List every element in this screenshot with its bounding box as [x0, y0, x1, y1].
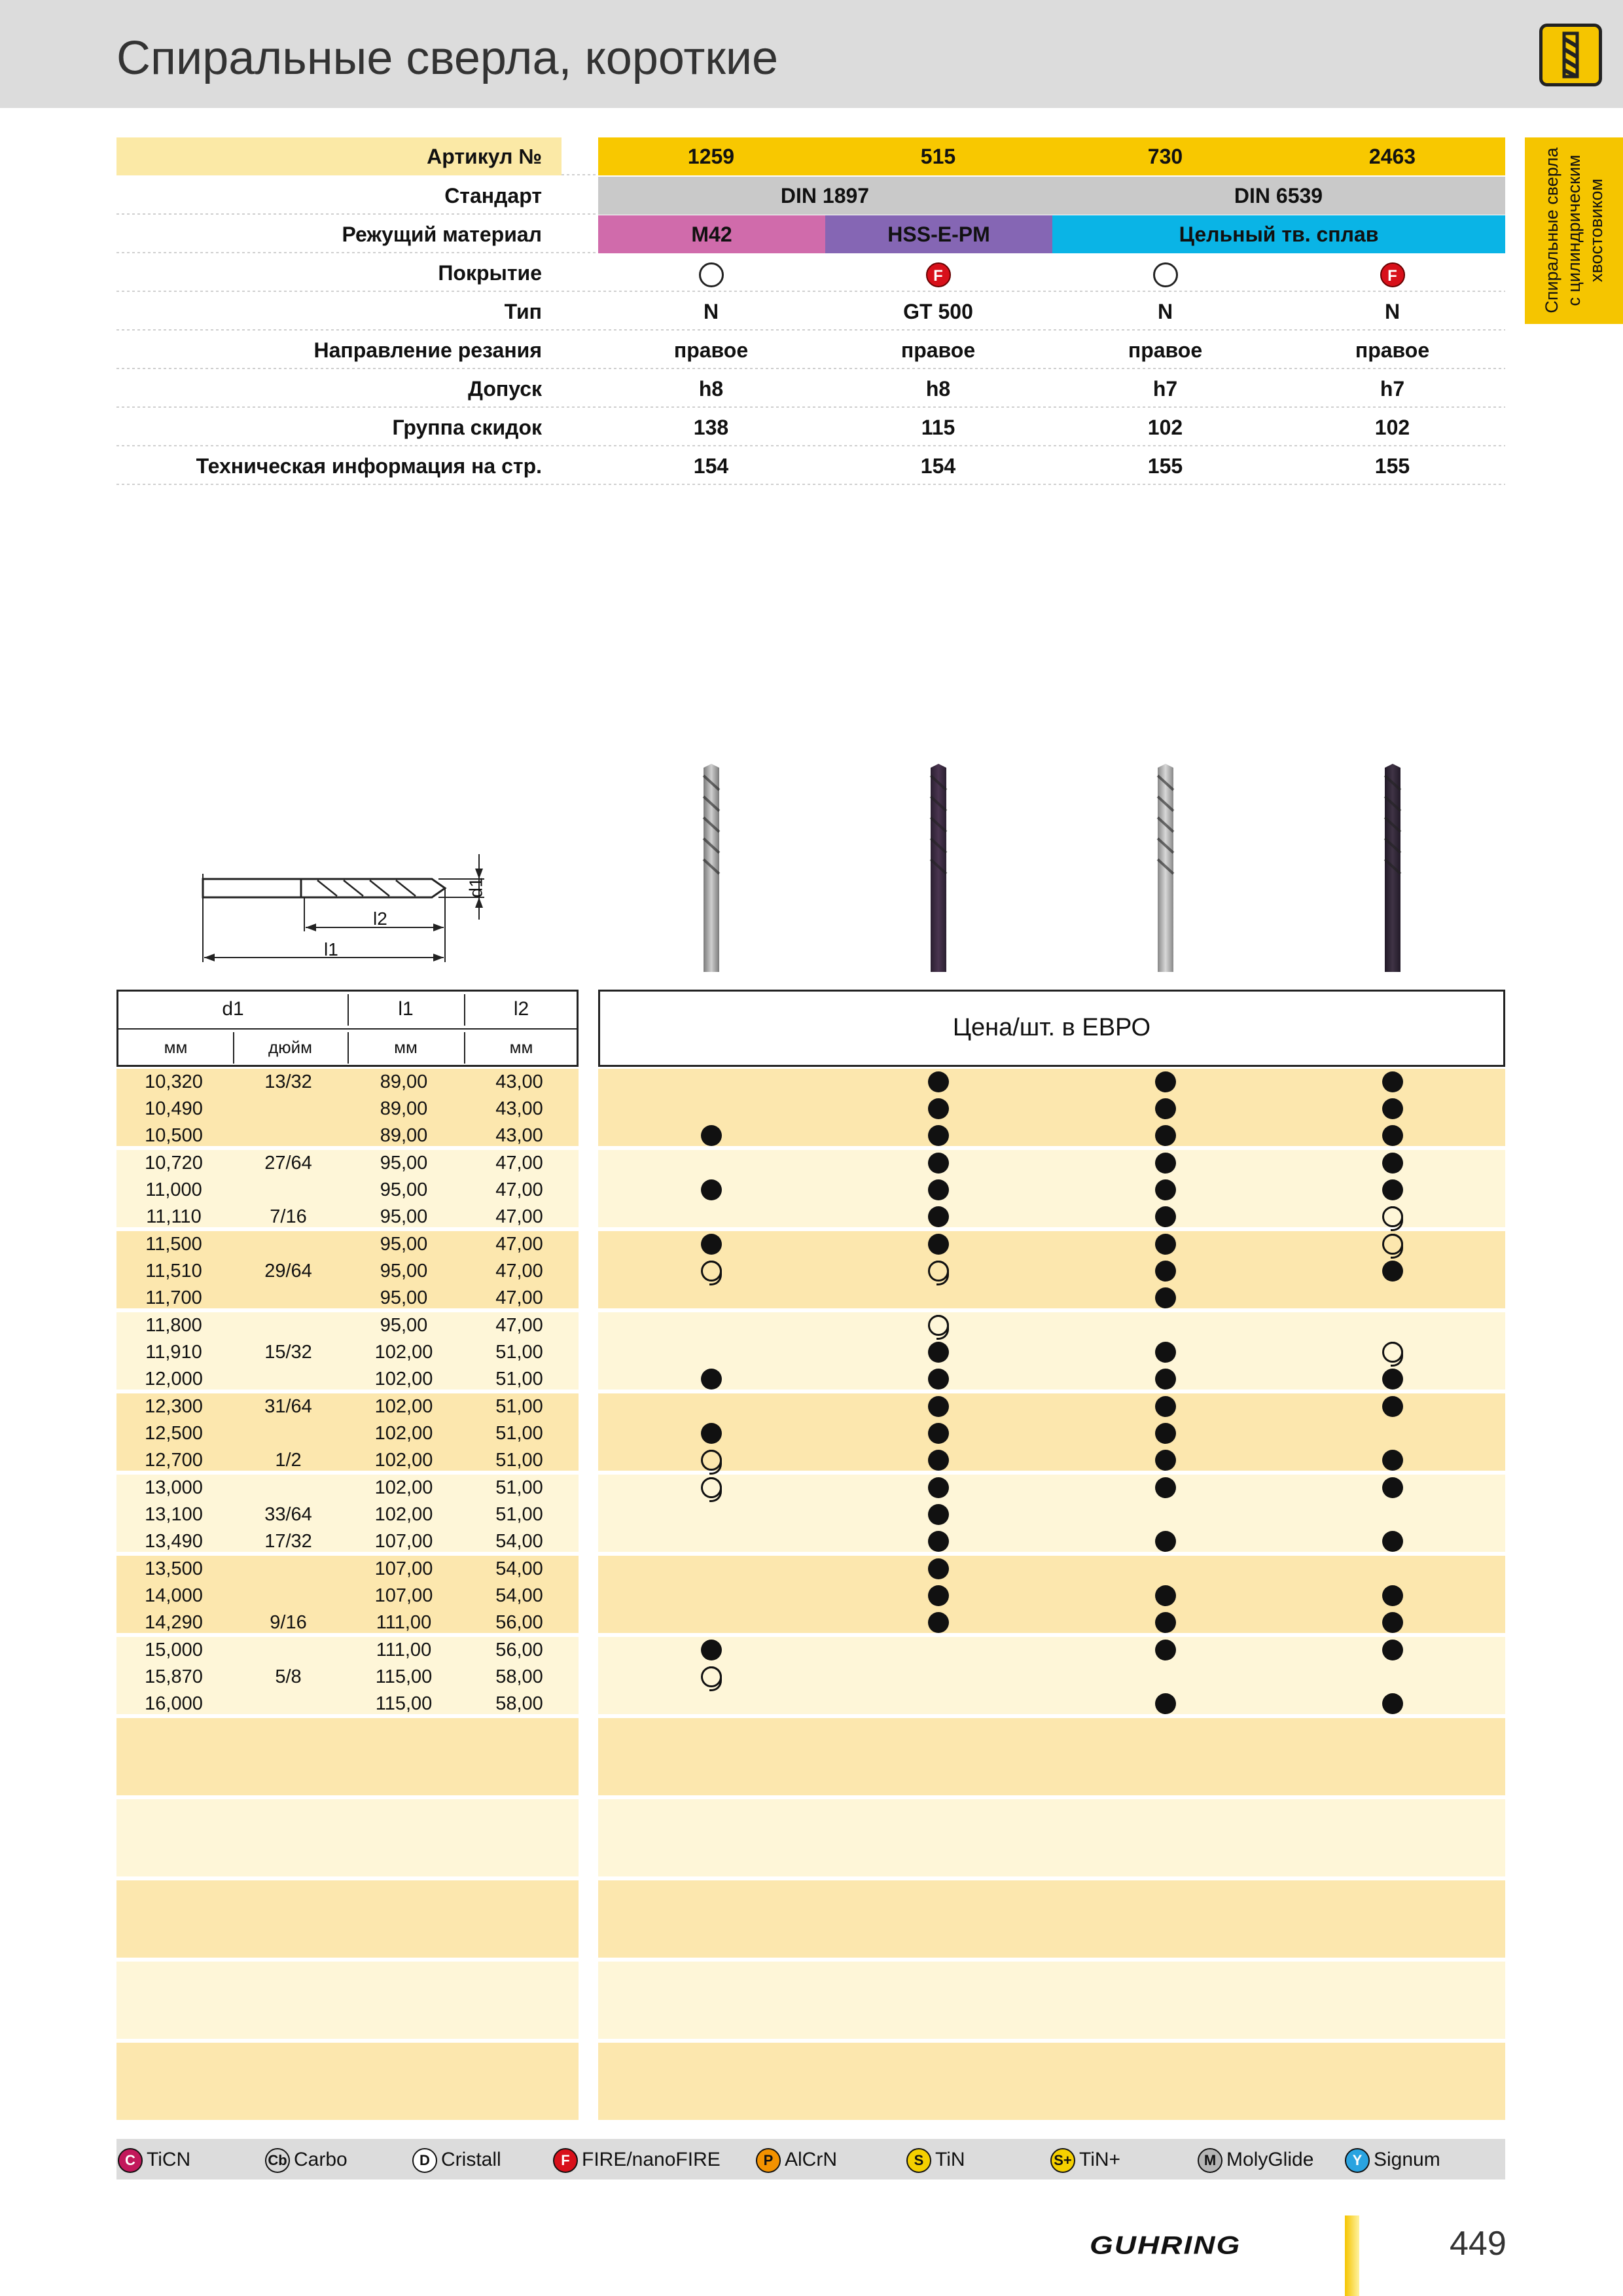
table-row — [116, 1204, 1505, 1230]
side-tab-line-3: хвостовиком — [1586, 178, 1606, 283]
spec-value: h7 — [1152, 377, 1178, 401]
stock-item-icon[interactable] — [1382, 1071, 1403, 1092]
stock-item-icon[interactable] — [701, 1423, 722, 1444]
spec-row-article-number — [116, 137, 1505, 175]
cell-l2: 58,00 — [495, 1666, 543, 1687]
stock-item-icon[interactable] — [928, 1369, 949, 1390]
cell-l1: 102,00 — [374, 1342, 433, 1363]
cell-inch: 29/64 — [264, 1261, 312, 1282]
cell-inch: 15/32 — [264, 1342, 312, 1363]
cell-l2: 43,00 — [495, 1098, 543, 1119]
cell-d1: 11,000 — [145, 1179, 202, 1200]
cell-d1: 11,910 — [145, 1342, 202, 1363]
delivery-item-icon[interactable] — [928, 1261, 949, 1282]
table-row — [116, 1637, 1505, 1664]
drill-dimension-diagram — [196, 848, 510, 975]
cell-l2: 56,00 — [495, 1640, 543, 1660]
drill-logo-icon — [1539, 24, 1602, 86]
cell-l2: 51,00 — [495, 1423, 543, 1444]
stock-item-icon[interactable] — [1155, 1369, 1176, 1390]
spec-label: Тип — [504, 300, 542, 323]
stock-item-icon[interactable] — [928, 1612, 949, 1633]
stock-item-icon[interactable] — [928, 1585, 949, 1606]
stock-item-icon[interactable] — [1382, 1369, 1403, 1390]
delivery-item-icon[interactable] — [1382, 1234, 1403, 1255]
table-row — [116, 1475, 1505, 1501]
spec-value: 155 — [1147, 454, 1183, 478]
delivery-item-icon[interactable] — [701, 1666, 722, 1687]
no-coating-icon — [699, 262, 724, 287]
cell-l1: 95,00 — [380, 1287, 428, 1308]
stock-item-icon[interactable] — [1155, 1153, 1176, 1174]
cell-l2: 47,00 — [495, 1287, 543, 1308]
stock-item-icon[interactable] — [928, 1234, 949, 1255]
spec-label: Группа скидок — [392, 416, 542, 439]
cell-inch: 5/8 — [275, 1666, 302, 1687]
stock-item-icon[interactable] — [928, 1423, 949, 1444]
spec-value: правое — [1355, 338, 1430, 362]
table-row — [116, 1393, 1505, 1420]
spec-value: N — [1384, 300, 1400, 323]
coating-alcrn-icon: P — [756, 2148, 781, 2173]
legend-label: MolyGlide — [1226, 2149, 1314, 2170]
spec-value: DIN 6539 — [1052, 177, 1505, 215]
side-tab-line-1: Спиральные сверла — [1542, 147, 1561, 314]
stock-item-icon[interactable] — [1382, 1098, 1403, 1119]
cell-l1: 89,00 — [380, 1071, 428, 1092]
legend-item — [553, 2147, 721, 2173]
cell-d1: 10,320 — [145, 1071, 203, 1092]
table-row — [116, 1312, 1505, 1339]
fire-coating-icon: F — [1380, 262, 1405, 287]
stock-item-icon[interactable] — [1155, 1261, 1176, 1282]
legend-item — [118, 2147, 190, 2173]
spec-value: 102 — [1147, 416, 1183, 439]
dim-l1-label: l1 — [324, 939, 338, 960]
delivery-item-icon[interactable] — [928, 1315, 949, 1336]
price-header — [598, 990, 1505, 1067]
table-row — [116, 1339, 1505, 1366]
spec-value: M42 — [598, 215, 825, 253]
legend-label: Signum — [1374, 2149, 1440, 2170]
spec-row-type — [116, 293, 1505, 331]
coating-tin-icon: S — [906, 2148, 931, 2173]
stock-item-icon[interactable] — [1155, 1287, 1176, 1308]
cell-l1: 102,00 — [374, 1423, 433, 1444]
spec-label: Направление резания — [313, 338, 542, 362]
spec-value — [1052, 254, 1278, 292]
cell-d1: 13,000 — [145, 1477, 203, 1498]
cell-inch: 13/32 — [264, 1071, 312, 1092]
legend-label: Carbo — [294, 2149, 348, 2170]
coating-molyglide-icon: M — [1198, 2148, 1222, 2173]
cell-l1: 95,00 — [380, 1315, 428, 1336]
row-band-dim — [116, 1880, 579, 1958]
cell-inch: 27/64 — [264, 1153, 312, 1174]
table-row — [116, 1231, 1505, 1258]
row-band-dim — [116, 1718, 579, 1795]
stock-item-icon[interactable] — [928, 1071, 949, 1092]
stock-item-icon[interactable] — [1382, 1125, 1403, 1146]
cell-d1: 11,700 — [145, 1287, 202, 1308]
drill-photo-3 — [1146, 762, 1185, 972]
stock-item-icon[interactable] — [1382, 1396, 1403, 1417]
stock-item-icon[interactable] — [701, 1640, 722, 1660]
table-row — [116, 1258, 1505, 1285]
delivery-item-icon[interactable] — [1382, 1342, 1403, 1363]
cell-l2: 47,00 — [495, 1234, 543, 1255]
stock-item-icon[interactable] — [701, 1234, 722, 1255]
table-row — [116, 1285, 1505, 1312]
spec-row-cutting-material — [116, 215, 1505, 253]
spec-label: Техническая информация на стр. — [196, 454, 542, 478]
cell-d1: 10,490 — [145, 1098, 203, 1119]
col-mm-header: мм — [164, 1037, 188, 1057]
cell-d1: 11,800 — [145, 1315, 202, 1336]
cell-l2: 43,00 — [495, 1125, 543, 1146]
stock-item-icon[interactable] — [1155, 1342, 1176, 1363]
brand-stripe — [1345, 2215, 1359, 2296]
stock-item-icon[interactable] — [928, 1206, 949, 1227]
cell-l2: 54,00 — [495, 1531, 543, 1552]
spec-value: 1259 — [687, 145, 735, 168]
cell-d1: 12,700 — [145, 1450, 203, 1471]
cell-l1: 102,00 — [374, 1450, 433, 1471]
coating-tin-icon: S+ — [1050, 2148, 1075, 2173]
cell-l1: 95,00 — [380, 1206, 428, 1227]
col-l1-mm-header: мм — [394, 1037, 418, 1057]
stock-item-icon[interactable] — [1382, 1261, 1403, 1282]
legend-label: TiCN — [147, 2149, 191, 2170]
row-band-price — [598, 1880, 1505, 1958]
row-band-price — [598, 1962, 1505, 2039]
cell-l1: 111,00 — [376, 1640, 432, 1660]
table-row — [116, 1420, 1505, 1447]
col-l2-mm-header: мм — [509, 1037, 533, 1057]
stock-item-icon[interactable] — [1155, 1179, 1176, 1200]
stock-item-icon[interactable] — [1155, 1477, 1176, 1498]
cell-d1: 13,100 — [145, 1504, 203, 1525]
spec-value: 115 — [921, 416, 955, 439]
spec-row-standard — [116, 177, 1505, 215]
table-row — [116, 1664, 1505, 1691]
spec-value — [598, 254, 824, 292]
spec-value — [1279, 254, 1505, 292]
spec-value: N — [1157, 300, 1173, 323]
stock-item-icon[interactable] — [928, 1179, 949, 1200]
table-row — [116, 1096, 1505, 1122]
cell-l2: 47,00 — [495, 1315, 543, 1336]
row-band-dim — [116, 1799, 579, 1876]
cell-d1: 12,500 — [145, 1423, 203, 1444]
row-band-price — [598, 1718, 1505, 1795]
cell-d1: 10,720 — [145, 1153, 203, 1174]
legend-item — [265, 2147, 348, 2173]
stock-item-icon[interactable] — [928, 1342, 949, 1363]
side-tab-label — [1541, 142, 1607, 319]
stock-item-icon[interactable] — [1382, 1477, 1403, 1498]
cell-d1: 13,500 — [145, 1558, 203, 1579]
stock-item-icon[interactable] — [1155, 1071, 1176, 1092]
col-l2-header: l2 — [513, 998, 529, 1020]
cell-l2: 51,00 — [495, 1396, 543, 1417]
spec-label: Артикул № — [116, 137, 562, 175]
stock-item-icon[interactable] — [1382, 1693, 1403, 1714]
stock-item-icon[interactable] — [1155, 1612, 1176, 1633]
row-band-dim — [116, 1962, 579, 2039]
price-header-label: Цена/шт. в ЕВРО — [952, 1014, 1151, 1041]
cell-l1: 115,00 — [375, 1666, 433, 1687]
stock-item-icon[interactable] — [928, 1396, 949, 1417]
table-row — [116, 1583, 1505, 1609]
cell-d1: 10,500 — [145, 1125, 203, 1146]
stock-item-icon[interactable] — [928, 1450, 949, 1471]
legend-item — [412, 2147, 501, 2173]
cell-d1: 12,300 — [145, 1396, 203, 1417]
stock-item-icon[interactable] — [1382, 1450, 1403, 1471]
row-band-dim — [116, 2043, 579, 2120]
row-band-price — [598, 1799, 1505, 1876]
drill-photo-4 — [1373, 762, 1412, 972]
legend-item — [756, 2147, 837, 2173]
cell-l1: 95,00 — [380, 1234, 428, 1255]
col-d1-header: d1 — [222, 998, 244, 1020]
cell-l2: 47,00 — [495, 1153, 543, 1174]
stock-item-icon[interactable] — [1155, 1206, 1176, 1227]
spec-row-tech-info-page — [116, 447, 1505, 485]
cell-l2: 47,00 — [495, 1261, 543, 1282]
stock-item-icon[interactable] — [1155, 1450, 1176, 1471]
spec-value: 154 — [693, 454, 729, 478]
row-band-price — [598, 2043, 1505, 2120]
spec-value: h8 — [698, 377, 724, 401]
spec-row-coating — [116, 254, 1505, 292]
stock-item-icon[interactable] — [928, 1558, 949, 1579]
cell-inch: 7/16 — [270, 1206, 307, 1227]
delivery-item-icon[interactable] — [701, 1261, 722, 1282]
table-row — [116, 1556, 1505, 1583]
cell-l1: 95,00 — [380, 1261, 428, 1282]
table-row — [116, 1177, 1505, 1204]
cell-d1: 15,000 — [145, 1640, 203, 1660]
cell-l1: 89,00 — [380, 1098, 428, 1119]
cell-l2: 51,00 — [495, 1477, 543, 1498]
cell-l2: 51,00 — [495, 1450, 543, 1471]
legend-label: TiN — [935, 2149, 965, 2170]
table-row — [116, 1069, 1505, 1096]
stock-item-icon[interactable] — [1155, 1396, 1176, 1417]
cell-l2: 43,00 — [495, 1071, 543, 1092]
fire-coating-icon: F — [926, 262, 951, 287]
brand-logo: GUHRING — [1090, 2230, 1241, 2260]
coating-cristall-icon: D — [412, 2148, 437, 2173]
no-coating-icon — [1153, 262, 1178, 287]
cell-d1: 11,110 — [146, 1206, 202, 1227]
stock-item-icon[interactable] — [1382, 1640, 1403, 1660]
cell-d1: 15,870 — [145, 1666, 203, 1687]
cell-l1: 95,00 — [380, 1179, 428, 1200]
legend-item — [1050, 2147, 1120, 2173]
stock-item-icon[interactable] — [701, 1369, 722, 1390]
cell-l2: 54,00 — [495, 1585, 543, 1606]
cell-l2: 58,00 — [495, 1693, 543, 1714]
cell-l1: 102,00 — [374, 1396, 433, 1417]
cell-inch: 17/32 — [264, 1531, 312, 1552]
table-row — [116, 1150, 1505, 1177]
stock-item-icon[interactable] — [701, 1179, 722, 1200]
spec-row-tolerance — [116, 370, 1505, 408]
cell-d1: 12,000 — [145, 1369, 203, 1390]
spec-value: 138 — [693, 416, 729, 439]
table-row — [116, 1447, 1505, 1474]
stock-item-icon[interactable] — [701, 1125, 722, 1146]
spec-value: HSS-E-PM — [825, 215, 1052, 253]
spec-value: 515 — [920, 145, 956, 168]
legend-item — [906, 2147, 965, 2173]
cell-d1: 16,000 — [145, 1693, 203, 1714]
spec-row-cutting-direction — [116, 331, 1505, 369]
cell-inch: 31/64 — [264, 1396, 312, 1417]
spec-row-discount-group — [116, 408, 1505, 446]
stock-item-icon[interactable] — [1382, 1612, 1403, 1633]
delivery-item-icon[interactable] — [701, 1450, 722, 1471]
dim-l2-label: l2 — [373, 908, 387, 929]
page-title: Спиральные сверла, короткие — [116, 32, 779, 84]
cell-inch: 9/16 — [270, 1612, 307, 1633]
stock-item-icon[interactable] — [1382, 1179, 1403, 1200]
table-row — [116, 1528, 1505, 1555]
table-row — [116, 1609, 1505, 1636]
coating-ticn-icon: C — [118, 2148, 143, 2173]
col-inch-header: дюйм — [268, 1037, 313, 1057]
spec-value: 155 — [1374, 454, 1410, 478]
cell-l1: 115,00 — [375, 1693, 433, 1714]
stock-item-icon[interactable] — [1155, 1125, 1176, 1146]
cell-l1: 107,00 — [374, 1585, 433, 1606]
stock-item-icon[interactable] — [928, 1504, 949, 1525]
delivery-item-icon[interactable] — [1382, 1206, 1403, 1227]
legend-label: Cristall — [441, 2149, 501, 2170]
cell-l2: 56,00 — [495, 1612, 543, 1633]
cell-l1: 89,00 — [380, 1125, 428, 1146]
legend-label: FIRE/nanoFIRE — [582, 2149, 721, 2170]
coating-signum-icon: Y — [1345, 2148, 1370, 2173]
legend-label: AlCrN — [785, 2149, 837, 2170]
spec-value: N — [703, 300, 719, 323]
side-tab-line-2: с цилиндрическим — [1564, 154, 1584, 306]
spec-value: правое — [673, 338, 749, 362]
cell-l1: 107,00 — [374, 1558, 433, 1579]
spec-value: DIN 1897 — [598, 177, 1052, 215]
cell-l2: 47,00 — [495, 1179, 543, 1200]
cell-d1: 11,510 — [145, 1261, 202, 1282]
dim-d1-label: d1 — [465, 877, 486, 898]
spec-value: правое — [901, 338, 976, 362]
stock-item-icon[interactable] — [1155, 1423, 1176, 1444]
coating-carbo-icon: Cb — [265, 2148, 290, 2173]
stock-item-icon[interactable] — [1155, 1693, 1176, 1714]
spec-value — [825, 254, 1051, 292]
cell-inch: 33/64 — [264, 1504, 312, 1525]
spec-label: Допуск — [468, 377, 542, 401]
cell-l2: 51,00 — [495, 1504, 543, 1525]
spec-label: Покрытие — [438, 261, 542, 285]
table-row — [116, 1122, 1505, 1149]
spec-value: 2463 — [1368, 145, 1416, 168]
cell-l2: 54,00 — [495, 1558, 543, 1579]
stock-item-icon[interactable] — [1155, 1585, 1176, 1606]
spec-label: Режущий материал — [342, 223, 542, 246]
cell-d1: 14,000 — [145, 1585, 203, 1606]
cell-l2: 51,00 — [495, 1342, 543, 1363]
spec-value: h8 — [925, 377, 951, 401]
stock-item-icon[interactable] — [1155, 1640, 1176, 1660]
coating-firenanofire-icon: F — [553, 2148, 578, 2173]
spec-value: 154 — [920, 454, 956, 478]
legend-item — [1198, 2147, 1313, 2173]
cell-l1: 102,00 — [374, 1504, 433, 1525]
page-number: 449 — [1450, 2225, 1507, 2263]
stock-item-icon[interactable] — [928, 1477, 949, 1498]
stock-item-icon[interactable] — [1382, 1585, 1403, 1606]
stock-item-icon[interactable] — [928, 1531, 949, 1552]
cell-l2: 51,00 — [495, 1369, 543, 1390]
drill-photo-1 — [692, 762, 731, 972]
stock-item-icon[interactable] — [928, 1125, 949, 1146]
stock-item-icon[interactable] — [1155, 1234, 1176, 1255]
spec-label: Стандарт — [444, 184, 542, 207]
col-l1-header: l1 — [398, 998, 414, 1020]
table-row — [116, 1501, 1505, 1528]
cell-d1: 11,500 — [145, 1234, 202, 1255]
legend-label: TiN+ — [1079, 2149, 1121, 2170]
stock-item-icon[interactable] — [1382, 1153, 1403, 1174]
delivery-item-icon[interactable] — [701, 1477, 722, 1498]
spec-value: 730 — [1147, 145, 1183, 168]
stock-item-icon[interactable] — [1155, 1098, 1176, 1119]
stock-item-icon[interactable] — [1382, 1531, 1403, 1552]
cell-d1: 13,490 — [145, 1531, 203, 1552]
table-row — [116, 1366, 1505, 1393]
stock-item-icon[interactable] — [1155, 1531, 1176, 1552]
cell-l1: 111,00 — [376, 1612, 432, 1633]
cell-l1: 95,00 — [380, 1153, 428, 1174]
dimension-header — [116, 990, 579, 1067]
spec-value: 102 — [1374, 416, 1410, 439]
cell-l1: 102,00 — [374, 1369, 433, 1390]
spec-value: Цельный тв. сплав — [1052, 215, 1505, 253]
table-row — [116, 1691, 1505, 1717]
cell-l1: 107,00 — [374, 1531, 433, 1552]
spec-value: h7 — [1380, 377, 1405, 401]
cell-d1: 14,290 — [145, 1612, 203, 1633]
legend-item — [1345, 2147, 1440, 2173]
cell-inch: 1/2 — [275, 1450, 302, 1471]
drill-photo-2 — [919, 762, 958, 972]
stock-item-icon[interactable] — [928, 1098, 949, 1119]
stock-item-icon[interactable] — [928, 1153, 949, 1174]
cell-l1: 102,00 — [374, 1477, 433, 1498]
spec-value: правое — [1128, 338, 1203, 362]
cell-l2: 47,00 — [495, 1206, 543, 1227]
spec-value: GT 500 — [903, 300, 973, 323]
